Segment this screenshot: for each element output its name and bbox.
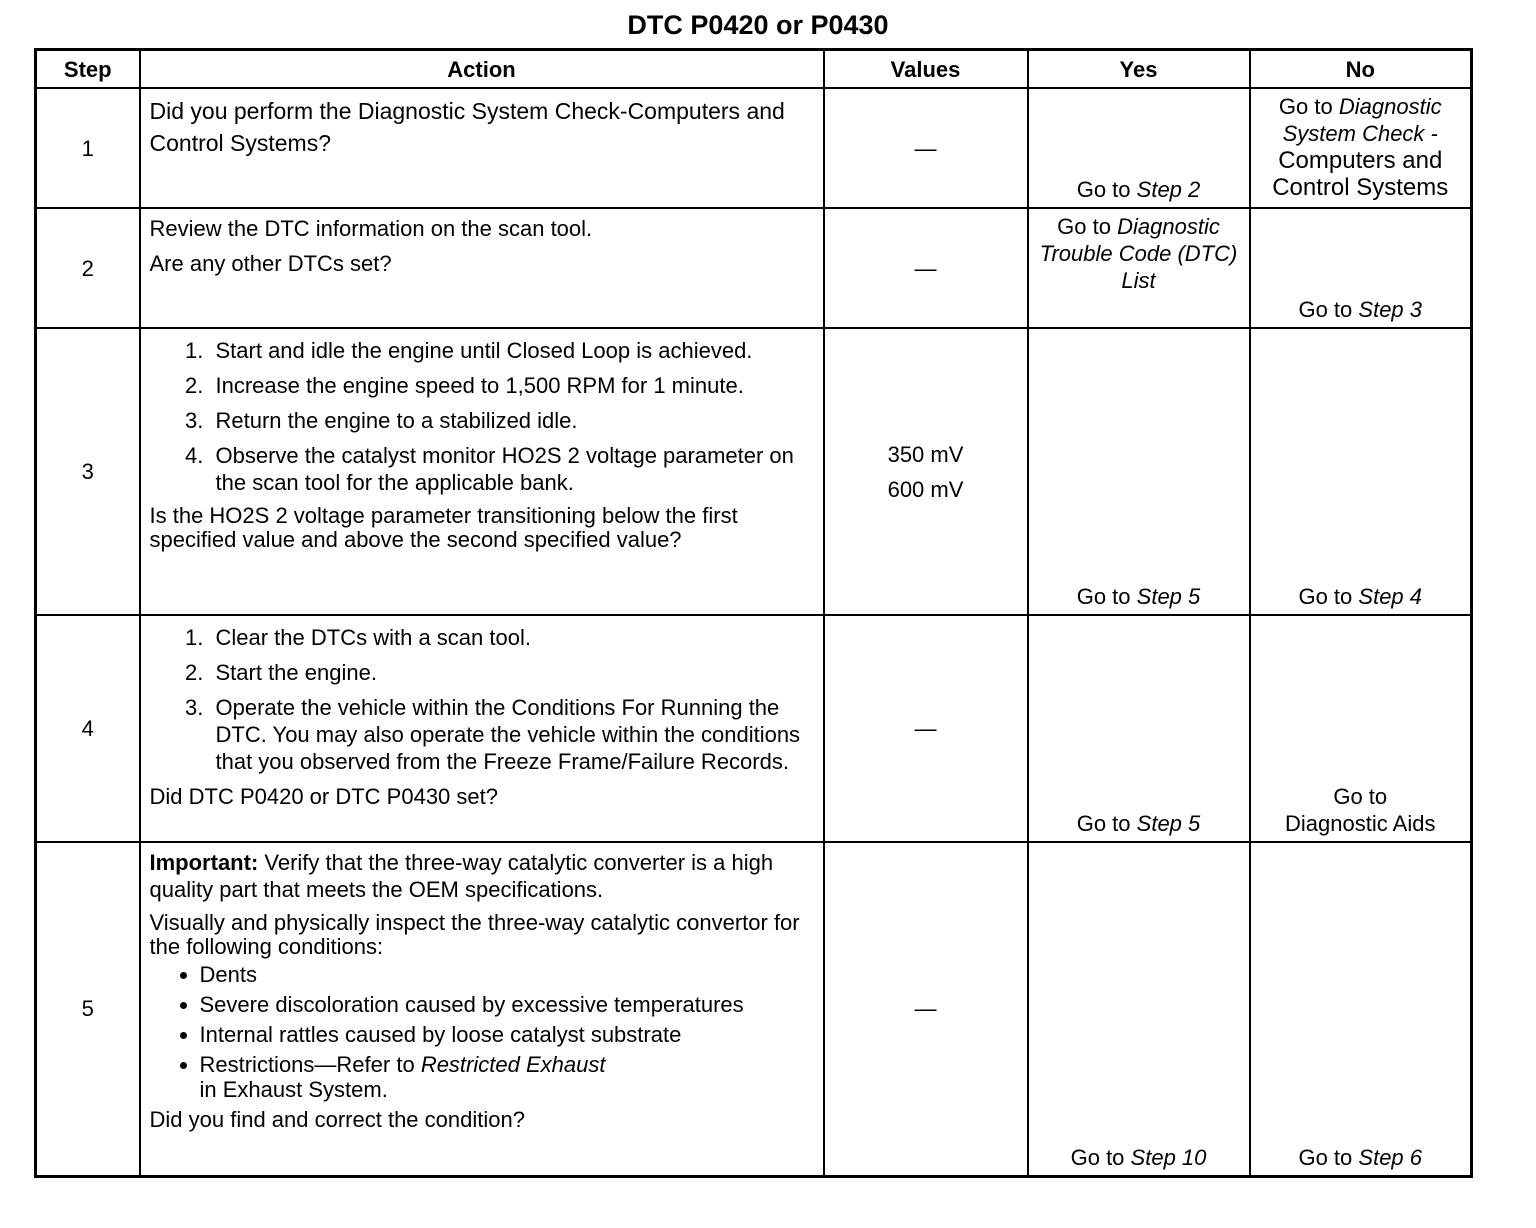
action-question: Are any other DTCs set? (149, 251, 392, 276)
step-number: 4 (36, 615, 140, 842)
values-cell (824, 88, 1028, 208)
important-text: Verify that the three-way catalytic converter is a high quality part that meets the OEM specifications. (149, 850, 774, 902)
header-yes: Yes (1028, 50, 1250, 89)
table-row (36, 328, 1472, 615)
values-cell (824, 615, 1028, 842)
no-link[interactable]: Diagnostic Aids (1285, 811, 1436, 836)
yes-cell (1028, 208, 1250, 328)
bullet-prefix: Restrictions—Refer to (199, 1052, 415, 1077)
action-question: Did you find and correct the condition? (149, 1107, 525, 1132)
no-link[interactable]: Step 6 (1358, 1144, 1423, 1170)
header-no: No (1250, 50, 1472, 89)
list-item: 4. Observe the catalyst monitor HO2S 2 voltage parameter on the scan tool for the applicable bank. (210, 442, 817, 496)
action-cell (140, 88, 824, 208)
list-item: • Internal rattles caused by loose catalyst substrate (200, 1021, 817, 1048)
goto-text: Go to (1298, 584, 1353, 609)
condition-list (150, 961, 817, 1102)
no-cell (1250, 842, 1472, 1176)
list-item: 3. Operate the vehicle within the Conditions For Running the DTC. You may also operate the vehicle within the conditions that you observed from the Freeze Frame/Failure Records. (210, 694, 817, 775)
no-link[interactable]: Diagnostic System Check - (1282, 94, 1442, 146)
no-cell (1250, 88, 1472, 208)
bullet-suffix: in Exhaust System. (199, 1077, 388, 1102)
list-item: 2. Increase the engine speed to 1,500 RPM for 1 minute. (210, 372, 817, 399)
list-item: 2. Start the engine. (210, 659, 817, 686)
action-steps-list (150, 337, 817, 496)
restricted-exhaust-link[interactable]: Restricted Exhaust (420, 1052, 606, 1077)
goto-text: Go to (1278, 94, 1333, 119)
header-action: Action (140, 50, 824, 89)
yes-link[interactable]: Step 10 (1130, 1144, 1207, 1170)
table-row (36, 842, 1472, 1176)
goto-text: Go to (1057, 214, 1111, 239)
goto-text: Go to (1333, 784, 1388, 809)
table-row (36, 88, 1472, 208)
action-intro: Visually and physically inspect the three-way catalytic convertor for the following conditions: (149, 910, 800, 959)
table-row (36, 615, 1472, 842)
action-question: Is the HO2S 2 voltage parameter transitioning below the first specified value and above the second specified value? (149, 503, 738, 552)
no-cell (1250, 328, 1472, 615)
header-step: Step (36, 50, 140, 89)
goto-text: Go to (1298, 1144, 1353, 1170)
empty-value-dash: — (914, 135, 937, 161)
empty-value-dash: — (914, 996, 937, 1022)
page-title: DTC P0420 or P0430 (627, 10, 889, 40)
empty-value-dash: — (914, 716, 937, 741)
yes-link[interactable]: Step 5 (1136, 584, 1201, 609)
goto-text: Go to (1298, 297, 1353, 322)
no-cell (1250, 615, 1472, 842)
yes-link[interactable]: Step 2 (1136, 177, 1201, 202)
values-cell (824, 208, 1028, 328)
goto-text: Go to (1070, 1144, 1125, 1170)
goto-text: Go to (1076, 177, 1131, 202)
yes-cell (1028, 842, 1250, 1176)
step-number: 3 (36, 328, 140, 615)
important-label: Important: (149, 850, 259, 875)
action-question: Did you perform the Diagnostic System Check-Computers and Control Systems? (149, 98, 785, 156)
action-cell (140, 208, 824, 328)
list-item: • Dents (200, 961, 817, 988)
value-min: 350 mV (887, 441, 964, 467)
action-cell (140, 615, 824, 842)
no-link[interactable]: Step 3 (1358, 297, 1423, 322)
action-cell (140, 842, 824, 1176)
yes-cell (1028, 88, 1250, 208)
action-question: Did DTC P0420 or DTC P0430 set? (149, 784, 498, 809)
no-link[interactable]: Step 4 (1358, 584, 1423, 609)
list-item: 1. Clear the DTCs with a scan tool. (210, 624, 817, 651)
yes-link[interactable]: Step 5 (1136, 811, 1201, 836)
step-number: 1 (36, 88, 140, 208)
list-item: 3. Return the engine to a stabilized idle. (210, 407, 817, 434)
goto-text: Go to (1076, 811, 1131, 836)
values-cell (824, 328, 1028, 615)
value-max: 600 mV (887, 476, 964, 502)
header-values: Values (824, 50, 1028, 89)
values-cell (824, 842, 1028, 1176)
yes-link[interactable]: Diagnostic Trouble Code (DTC) List (1039, 214, 1238, 293)
list-item (200, 1052, 817, 1102)
diagnostic-table (34, 48, 1473, 1178)
header-row (36, 50, 1472, 89)
step-number: 2 (36, 208, 140, 328)
goto-text: Go to (1076, 584, 1131, 609)
action-cell (140, 328, 824, 615)
no-link-extra: Computers and Control Systems (1272, 147, 1449, 201)
action-intro: Review the DTC information on the scan tool. (149, 216, 593, 241)
empty-value-dash: — (914, 255, 937, 281)
table-row (36, 208, 1472, 328)
yes-cell (1028, 615, 1250, 842)
list-item: • Severe discoloration caused by excessive temperatures (200, 992, 817, 1017)
no-cell (1250, 208, 1472, 328)
important-note (150, 849, 817, 903)
action-steps-list (150, 624, 817, 775)
list-item: 1. Start and idle the engine until Closed Loop is achieved. (210, 337, 817, 364)
step-number: 5 (36, 842, 140, 1176)
yes-cell (1028, 328, 1250, 615)
